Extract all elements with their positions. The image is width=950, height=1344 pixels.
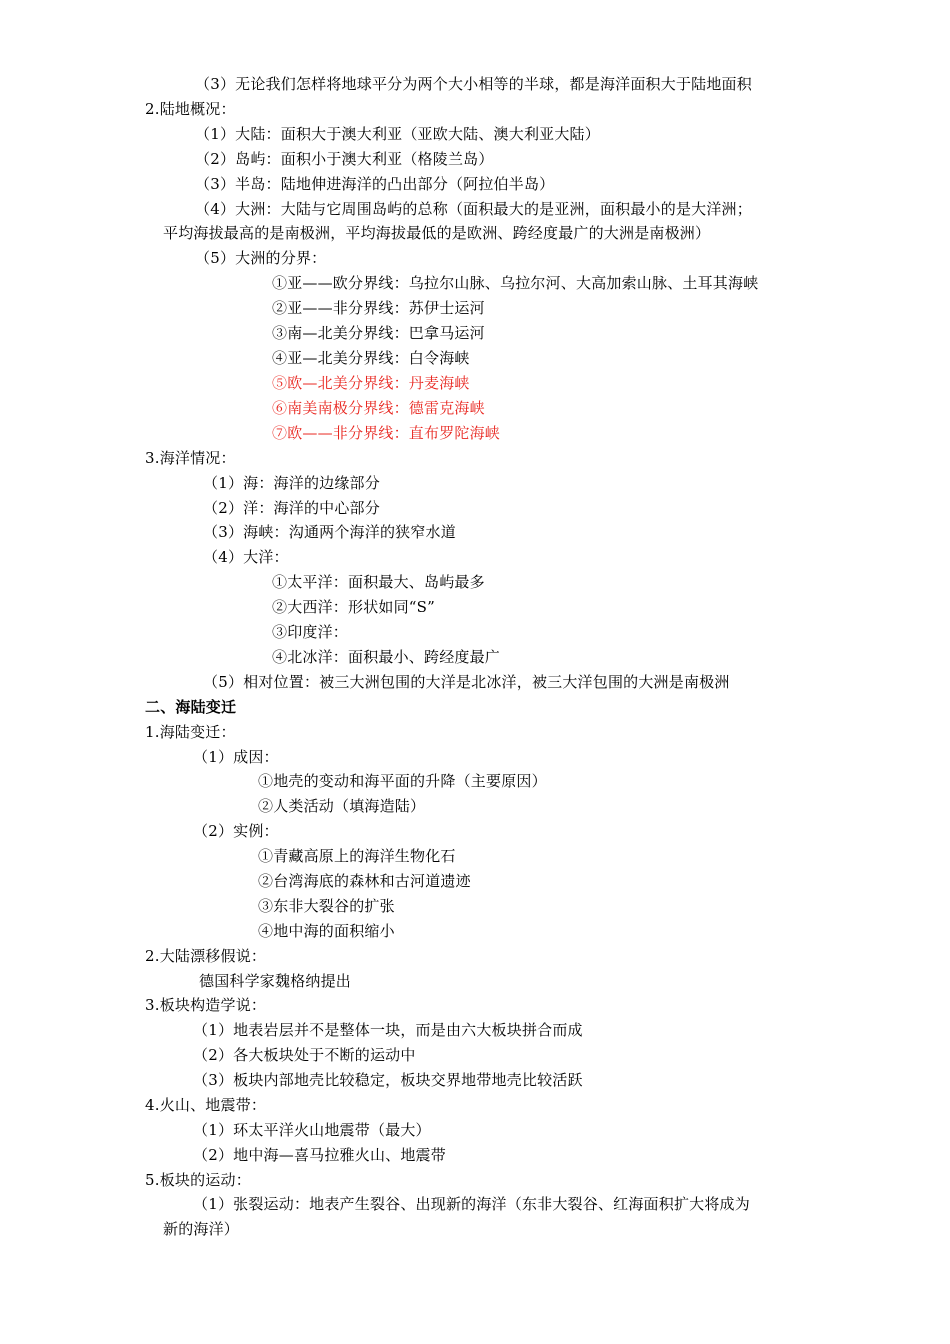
text-line: （4）大洋： [203, 548, 289, 566]
text-line: 平均海拔最高的是南极洲，平均海拔最低的是欧洲、跨经度最广的大洲是南极洲） [163, 224, 711, 242]
section-heading: 3.板块构造学说： [145, 996, 267, 1014]
text-line: （5）大洲的分界： [195, 249, 327, 267]
highlighted-list-item: ⑥南美南极分界线：德雷克海峡 [272, 399, 485, 417]
section-heading: 5.板块的运动： [145, 1171, 251, 1189]
text-line: （2）各大板块处于不断的运动中 [193, 1046, 416, 1064]
list-item: ①太平洋：面积最大、岛屿最多 [272, 573, 485, 591]
list-item: ④地中海的面积缩小 [258, 922, 395, 940]
text-line: （3）半岛：陆地伸进海洋的凸出部分（阿拉伯半岛） [195, 175, 555, 193]
text-line: （2）实例： [193, 822, 279, 840]
text-line: （2）岛屿：面积小于澳大利亚（格陵兰岛） [195, 150, 494, 168]
text-line: 德国科学家魏格纳提出 [199, 972, 352, 990]
highlighted-list-item: ⑤欧—北美分界线：丹麦海峡 [272, 374, 470, 392]
list-item: ①亚——欧分界线：乌拉尔山脉、乌拉尔河、大高加索山脉、土耳其海峡 [272, 274, 759, 292]
list-item: ①青藏高原上的海洋生物化石 [258, 847, 456, 865]
list-item: ③南—北美分界线：巴拿马运河 [272, 324, 485, 342]
section-heading: 1.海陆变迁： [145, 723, 236, 741]
text-line: （5）相对位置：被三大洲包围的大洋是北冰洋，被三大洋包围的大洲是南极洲 [203, 673, 730, 691]
text-line: （3）板块内部地壳比较稳定，板块交界地带地壳比较活跃 [193, 1071, 583, 1089]
text-line: （2）洋：海洋的中心部分 [203, 499, 380, 517]
text-line: （1）大陆：面积大于澳大利亚（亚欧大陆、澳大利亚大陆） [195, 125, 600, 143]
section-heading: 3.海洋情况： [145, 449, 236, 467]
text-line: （1）地表岩层并不是整体一块，而是由六大板块拼合而成 [193, 1021, 583, 1039]
list-item: ④北冰洋：面积最小、跨经度最广 [272, 648, 501, 666]
list-item: ①地壳的变动和海平面的升降（主要原因） [258, 772, 547, 790]
text-line: （4）大洲：大陆与它周围岛屿的总称（面积最大的是亚洲，面积最小的是大洋洲； [195, 200, 752, 218]
list-item: ②台湾海底的森林和古河道遗迹 [258, 872, 471, 890]
list-item: ②人类活动（填海造陆） [258, 797, 426, 815]
text-line: （1）成因： [193, 748, 279, 766]
list-item: ④亚—北美分界线：白令海峡 [272, 349, 470, 367]
text-line: （2）地中海—喜马拉雅火山、地震带 [193, 1146, 446, 1164]
chapter-heading: 二、海陆变迁 [145, 698, 237, 716]
text-line: （1）海：海洋的边缘部分 [203, 474, 380, 492]
section-heading: 4.火山、地震带： [145, 1096, 267, 1114]
section-heading: 2.大陆漂移假说： [145, 947, 267, 965]
text-line: （1）张裂运动：地表产生裂谷、出现新的海洋（东非大裂谷、红海面积扩大将成为 [193, 1195, 750, 1213]
list-item: ③东非大裂谷的扩张 [258, 897, 395, 915]
highlighted-list-item: ⑦欧——非分界线：直布罗陀海峡 [272, 424, 501, 442]
text-line: 新的海洋） [163, 1220, 240, 1238]
list-item: ②亚——非分界线：苏伊士运河 [272, 299, 485, 317]
text-line: （3）无论我们怎样将地球平分为两个大小相等的半球，都是海洋面积大于陆地面积 [195, 75, 752, 93]
section-heading: 2.陆地概况： [145, 100, 236, 118]
text-line: （3）海峡：沟通两个海洋的狭窄水道 [203, 523, 456, 541]
list-item: ②大西洋：形状如同“S” [272, 598, 436, 616]
list-item: ③印度洋： [272, 623, 349, 641]
text-line: （1）环太平洋火山地震带（最大） [193, 1121, 431, 1139]
